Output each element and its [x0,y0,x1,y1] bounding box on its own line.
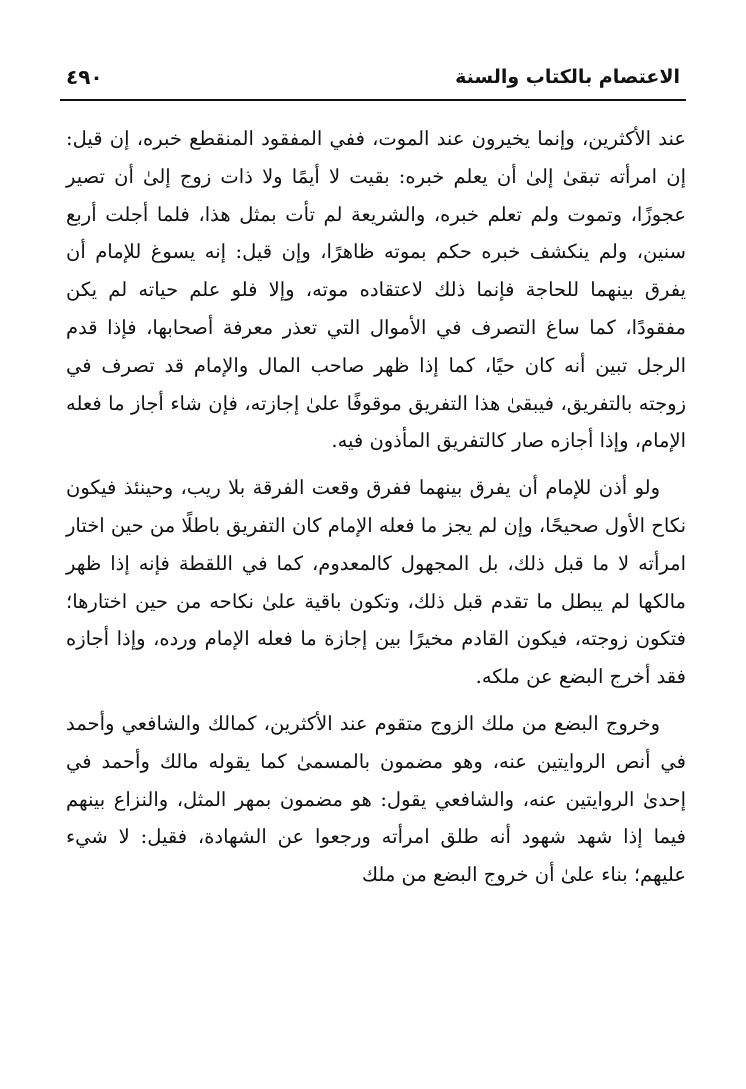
page-number: ٤٩٠ [66,65,103,89]
paragraph-2: ولو أذن للإمام أن يفرق بينهما ففرق وقعت الفرقة بلا ريب، وحينئذ فيكون نكاح الأول صحيحًا، وإن لم يجز ما فعله الإمام كان التفريق باطلًا من حين اختار امرأته لا ما قبل ذلك، بل المجهول كالمعدوم، كما في اللقطة فإنه إذا ظهر مالكها لم يبطل ما تقدم قبل ذلك، وتكون باقية علىٰ نكاحه من حين اختارها؛ فتكون زوجته، فيكون القادم مخيرًا بين إجازة ما فعله الإمام ورده، وإذا أجازه فقد أخرج البضع عن ملكه. [66,476,686,689]
body-text [66,120,686,894]
header-title: الاعتصام بالكتاب والسنة [455,66,680,88]
paragraph-3: وخروج البضع من ملك الزوج متقوم عند الأكثرين، كمالك والشافعي وأحمد في أنص الروايتين عنه، وهو مضمون بالمسمىٰ كما يقوله مالك وأحمد في إحدىٰ الروايتين عنه، والشافعي يقول: هو مضمون بمهر المثل، والنزاع بينهم فيما إذا شهد شهود أنه طلق امرأته ورجعوا عن الشهادة، فقيل: لا شيء عليهم؛ بناء علىٰ أن خروج البضع من ملك [66,711,686,887]
page-header [66,62,680,92]
paragraph-1: عند الأكثرين، وإنما يخيرون عند الموت، ففي المفقود المنقطع خبره، إن قيل: إن امرأته تبقىٰ إلىٰ أن يعلم خبره: بقيت لا أيمًا ولا ذات زوج إلىٰ أن تصير عجوزًا، وتموت ولم تعلم خبره، والشريعة لم تأت بمثل هذا، فلما أجلت أربع سنين، ولم ينكشف خبره حكم بموته ظاهرًا، وإن قيل: إنه يسوغ للإمام أن يفرق بينهما للحاجة فإنما ذلك لاعتقاده موته، وإلا فلو علم حياته لم يكن مفقودًا، كما ساغ التصرف في الأموال التي تعذر معرفة أصحابها، فإذا قدم الرجل تبين أنه كان حيًا، كما إذا ظهر صاحب المال والإمام قد تصرف في زوجته بالتفريق، فيبقىٰ هذا التفريق موقوفًا علىٰ إجازته، فإن شاء أجاز ما فعله الإمام، وإذا أجازه صار كالتفريق المأذون فيه. [66,127,686,453]
header-rule [60,99,686,101]
